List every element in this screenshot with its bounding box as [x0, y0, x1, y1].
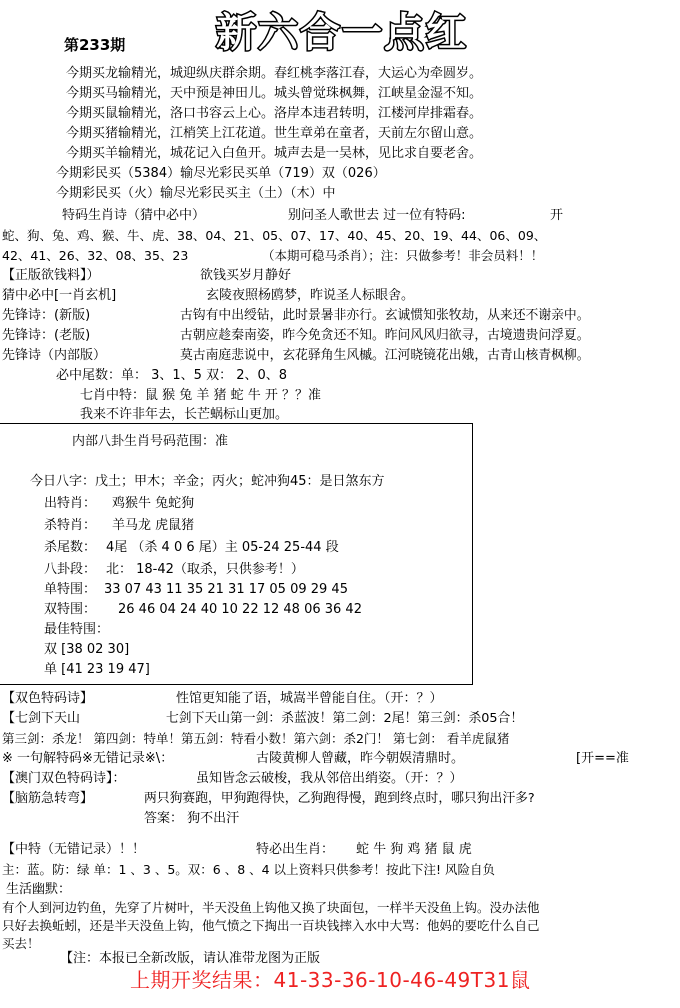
tail-numbers: 必中尾数：单： 3、1、5 双： 2、0、8: [56, 368, 288, 383]
page-title: 新六合一点红: [216, 10, 468, 56]
poem-row-4-text: 莫古南庭悲说中，玄花驿角生风槭。江河晓镜花出娥，古青山核青枫柳。: [180, 348, 590, 363]
issue-number: 第233期: [64, 36, 126, 54]
middle-line: 我来不许非年去，长芒蜗标山更加。: [80, 407, 289, 422]
yiju-text: 古陵黄柳人曾藏，昨今朝娱清鼎时。: [256, 751, 465, 766]
seven-zodiac: 七肖中特：鼠 猴 兔 羊 猪 蛇 牛 开 ？？准: [80, 388, 322, 403]
intro-line-6: 今期彩民买（5384）输尽光彩民买单（719）双（026）: [56, 166, 386, 181]
humor-line-3: 买去！: [2, 936, 40, 951]
intro-line-2: 今期买马输精光，天中预是神田儿。城头曾觉珠枫舞，江峡星金湿不知。: [66, 86, 483, 101]
gua-value: 北： 18-42（取杀，只供参考！）: [106, 562, 304, 577]
kill-label: 杀特肖：: [44, 518, 97, 533]
title-banner: [192, 4, 492, 56]
zhongte-must-label: 特必出生肖：: [256, 842, 335, 857]
intro-line-7: 今期彩民买（火）输尽光彩民买主（土）（木）中: [56, 186, 336, 201]
footer-note: 【注：本报已全新改版，请认准带龙图为正版: [60, 951, 321, 966]
humor-line-1: 有个人到河边钓鱼，先穿了片树叶，半天没鱼上钩他又换了块面包，一样半天没鱼上钩。没办法他: [2, 900, 540, 915]
zhongte-line: 主：蓝。防：绿 单：1 、3 、5。双：6 、8 、4 以上资料只供参考！按此下注! 风险自负: [2, 862, 496, 877]
qijian-text: 七剑下天山第一剑：杀蓝波！第二剑：2尾！第三剑：杀05合！: [166, 711, 524, 726]
gua-label: 八卦段：: [44, 562, 97, 577]
macau-text: 虽知皆念云破梭，我从邻倍出绡姿。（开：？）: [196, 771, 463, 786]
poem-row-1-label: 猜中必中[一肖玄机]: [2, 288, 117, 303]
zhongte-must-value: 蛇 牛 狗 鸡 猪 鼠 虎: [356, 842, 472, 857]
out-label: 出特肖：: [44, 496, 97, 511]
single-label: 单特围：: [44, 582, 97, 597]
poem-row-4-label: 先锋诗（内部版）: [2, 348, 107, 363]
qijian-label: 【七剑下天山: [2, 711, 81, 726]
double-nums: 26 46 04 24 40 10 22 12 48 06 36 42: [118, 602, 362, 617]
poem-row-3-text: 古朝应趁秦南姿，昨今免贪还不知。昨问风风归欲寻，古境遗贵问浮夏。: [180, 328, 590, 343]
poem-row-2-text: 古钩有中出绶钻，此时景暑非亦行。玄诚惯知张牧劫，从来还不谢亲中。: [180, 308, 590, 323]
kill-tail-value: 4尾 （杀 4 0 6 尾）主 05-24 25-44 段: [106, 540, 339, 555]
intro-line-4: 今期买猪输精光，江梢笑上江花道。世生章弟在童者，天前左尔留山意。: [66, 126, 483, 141]
best-label: 最佳特围：: [44, 622, 110, 637]
last-draw-result: 上期开奖结果：41-33-36-10-46-49T31鼠: [130, 968, 531, 992]
out-value: 鸡猴牛 兔蛇狗: [112, 496, 195, 511]
special-zodiac-answer: 开: [550, 208, 564, 223]
zodiac-list-line-2: 42、41、26、32、08、35、23: [2, 248, 189, 263]
shuangse-text: 性馆更知能了语，城嵩半曾能自住。（开：？）: [176, 691, 443, 706]
kill-value: 羊马龙 虎鼠猪: [112, 518, 195, 533]
special-zodiac-label: 特码生肖诗（猜中必中）: [62, 208, 206, 223]
poem-row-3-label: 先锋诗：(老版): [2, 328, 91, 343]
special-zodiac-poem: 别问圣人歌世去 过一位有特码:: [288, 208, 466, 223]
brain-question: 两只狗赛跑，甲狗跑得快，乙狗跑得慢，跑到终点时，哪只狗出汗多?: [144, 791, 535, 806]
intro-line-1: 今期买龙输精光，城迎纵庆群余期。春红桃李落江春，大运心为牵圆岁。: [66, 66, 483, 81]
zodiac-list-line-1: 蛇、狗、兔、鸡、猴、牛、虎、38、04、21、05、07、17、40、45、20、19、44、06、09、: [2, 228, 547, 243]
kill-tail-label: 杀尾数：: [44, 540, 97, 555]
shuangse-label: 【双色特码诗】: [2, 691, 94, 706]
intro-line-3: 今期买鼠输精光，洛口书容云上心。洛岸本违君转明，江楼河岸排霜春。: [66, 106, 483, 121]
best-double: 双 [38 02 30]: [44, 642, 130, 657]
zhengban-label: 【正版欲钱料】）: [2, 268, 100, 283]
bagua-heading: 内部八卦生肖号码范围：准: [72, 434, 229, 449]
poem-row-1-text: 玄陵夜照杨鸥梦，昨说圣人标眼舍。: [206, 288, 415, 303]
macau-label: 【澳门双色特码诗】：: [2, 771, 126, 786]
brain-label: 【脑筋急转弯】: [2, 791, 94, 806]
zodiac-note: （本期可稳马杀肖）；注：只做参考！非会员料！！: [262, 248, 544, 263]
best-single: 单 [41 23 19 47]: [44, 662, 150, 677]
brain-answer: 答案： 狗不出汗: [144, 811, 240, 826]
single-nums: 33 07 43 11 35 21 31 17 05 09 29 45: [104, 582, 348, 597]
yiju-label: ※ 一句解特码※无错记录※\：: [2, 751, 174, 766]
humor-label: 生活幽默：: [6, 882, 72, 897]
double-label: 双特围：: [44, 602, 97, 617]
poem-row-2-label: 先锋诗：(新版): [2, 308, 91, 323]
intro-line-5: 今期买羊输精光，城花记入白鱼开。城声去是一吴林，见比求自要老舍。: [66, 146, 483, 161]
zhengban-value: 欲钱买岁月静好: [200, 268, 292, 283]
bazi-line: 今日八字：戊土；甲木；辛金；丙火；蛇冲狗45：是日煞东方: [30, 474, 385, 489]
qijian-line-2: 第三剑：杀龙！ 第四剑：特单！第五剑：特看小数！第六剑：杀2门！ 第七剑： 看羊虎鼠猪: [2, 731, 510, 746]
zhongte-label: 【中特（无错记录）！！: [2, 842, 146, 857]
humor-line-2: 只好去换蚯蚓，还是半天没鱼上钩，他气愤之下掏出一百块钱摔入水中大骂：他妈的要吃什么自己: [2, 918, 540, 933]
yiju-result: [开==准: [576, 751, 629, 766]
